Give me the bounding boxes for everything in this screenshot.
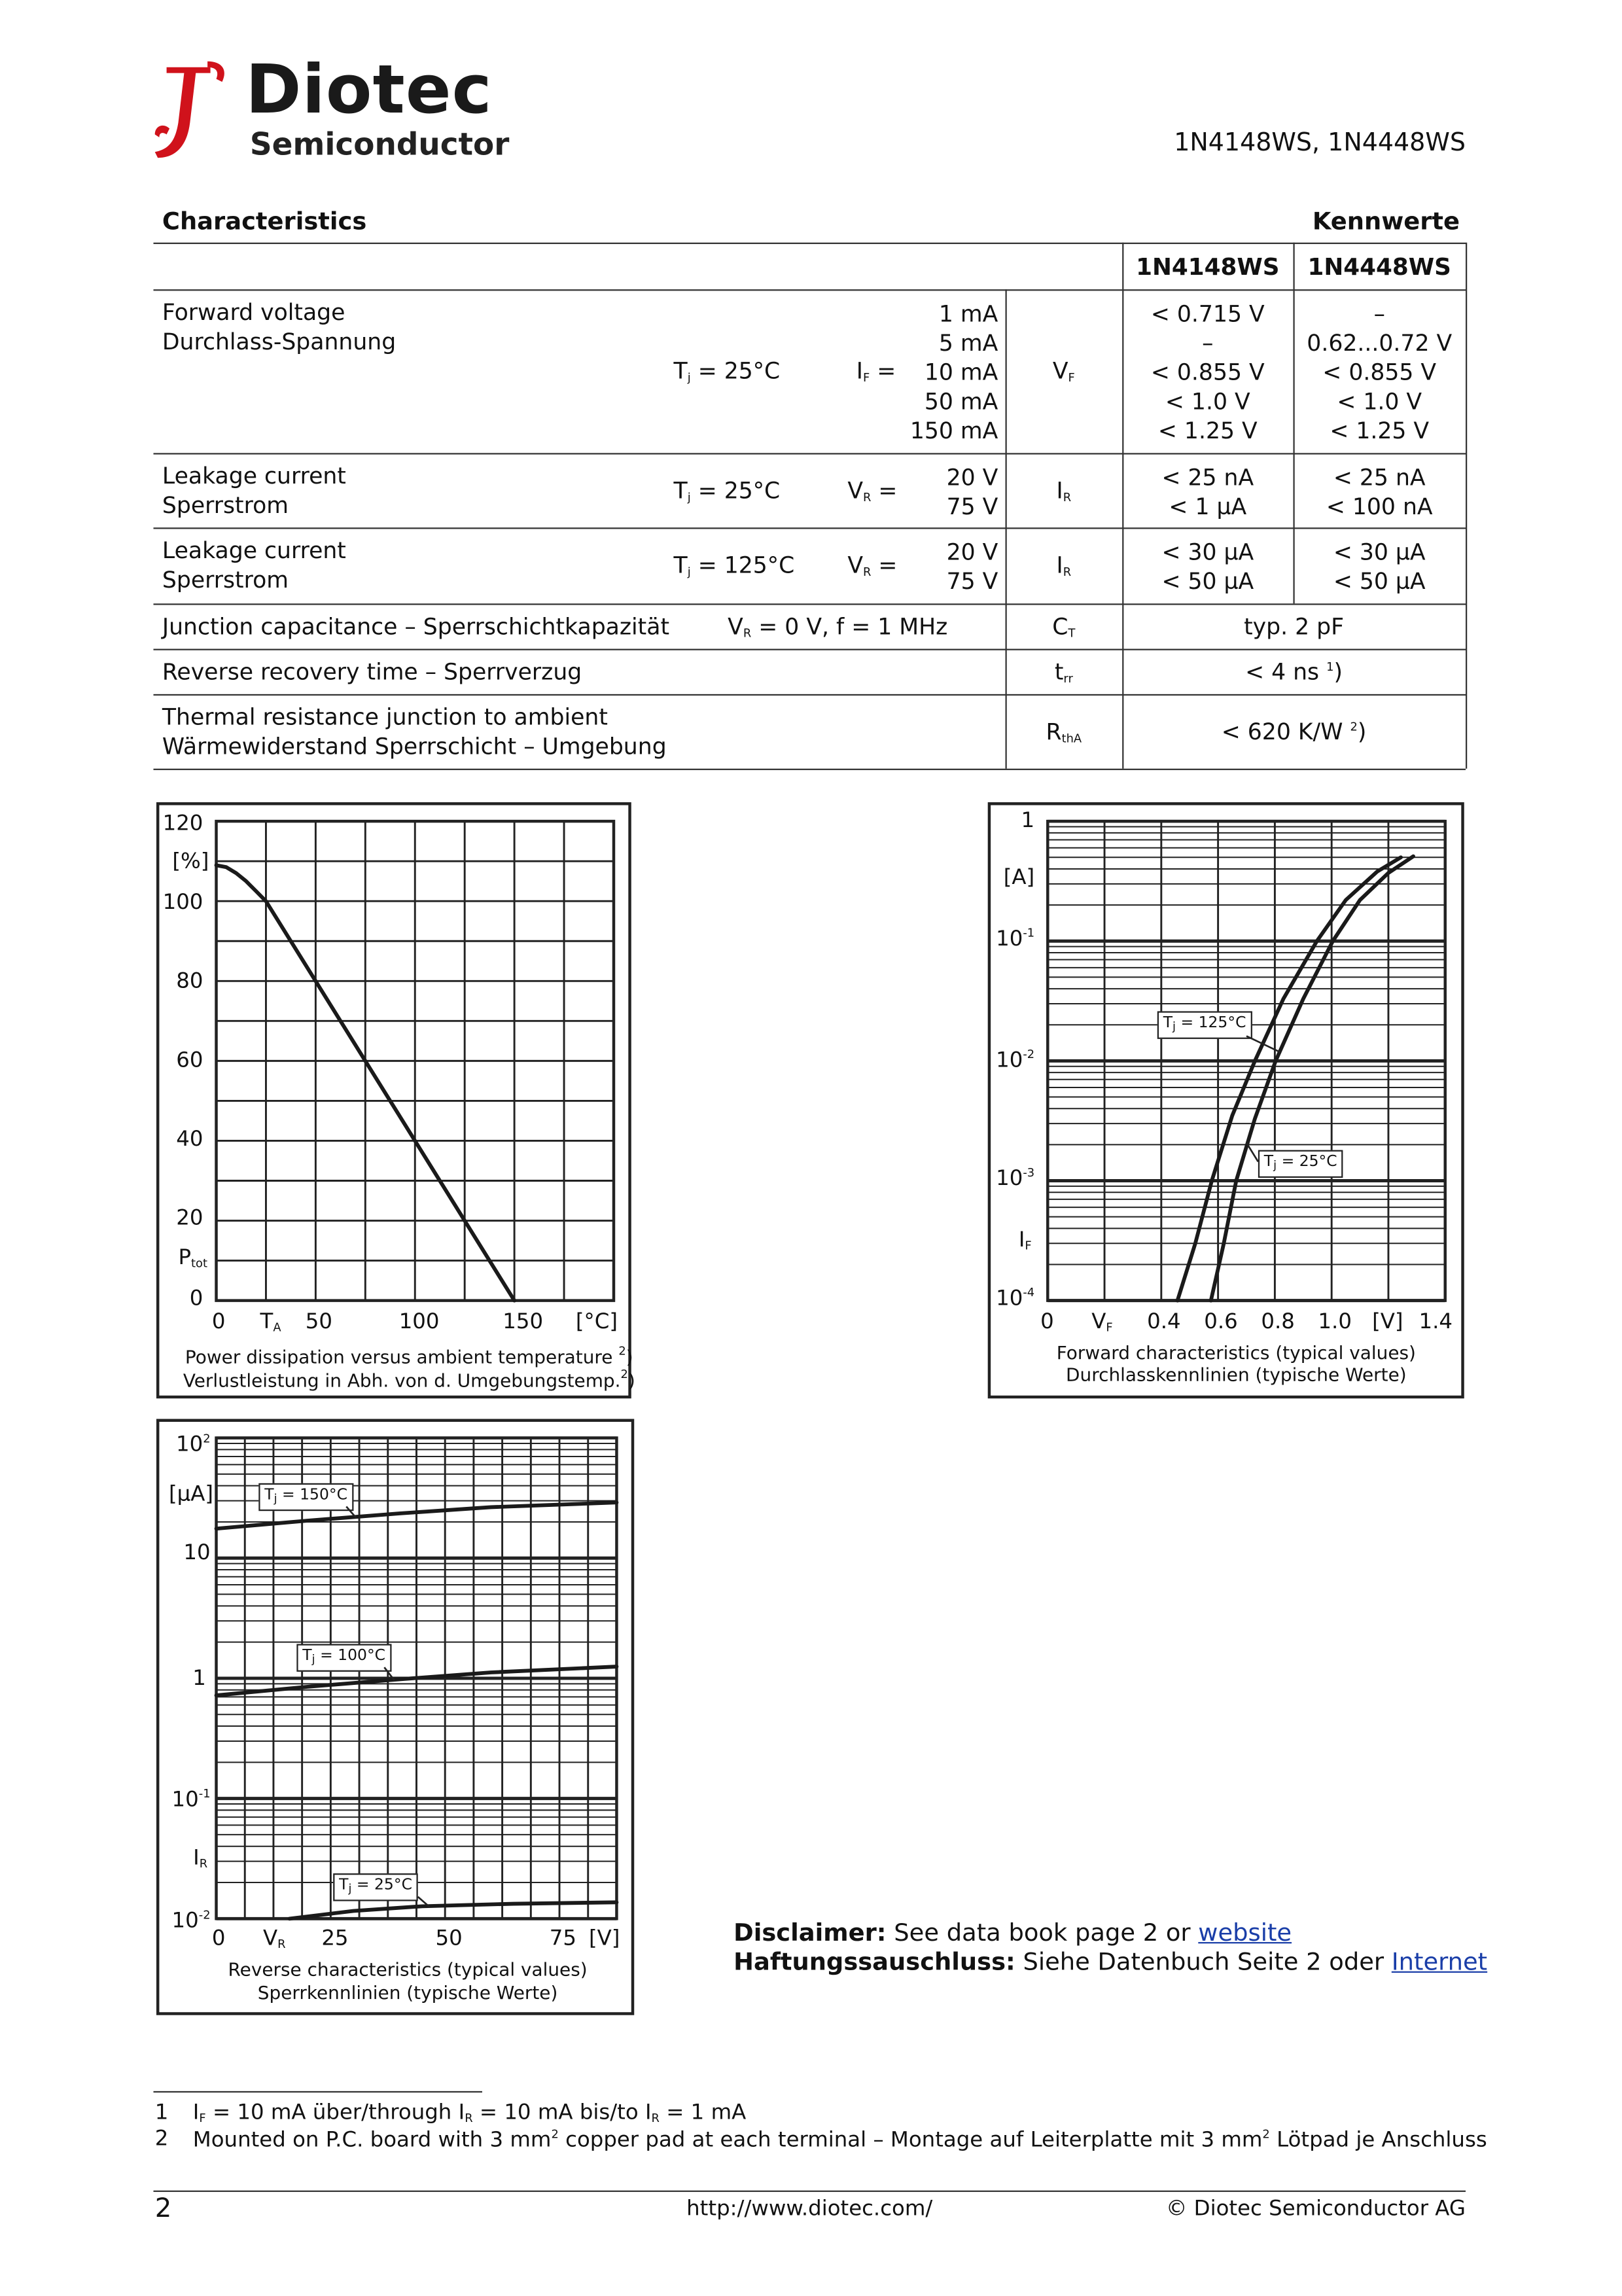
symbol: $C_T$ (1052, 613, 1076, 641)
condition-if: $I_F$ = (856, 358, 896, 385)
symbol: $I_R$ (1056, 478, 1072, 504)
y-unit: [A] (1003, 866, 1035, 891)
condition-vr: $V_R$ = (847, 552, 898, 579)
y-tick-label: 60 (176, 1049, 203, 1073)
footnote-1: $I_F = 10$ mA über/through $I_R = 10$ mA bis/to $I_R = 1$ mA (192, 2101, 747, 2125)
y-tick-label: $10^{-2}$ (171, 1908, 211, 1934)
footer-copyright: © Diotec Semiconductor AG (1165, 2197, 1466, 2221)
y-tick-label: 20 (176, 1207, 203, 1231)
footer-url[interactable]: http://www.diotec.com/ (686, 2197, 933, 2221)
y-tick-label: 120 (162, 812, 203, 836)
current-value: 150 mA (909, 417, 998, 444)
x-unit: [V] (1372, 1311, 1403, 1335)
param-desc-de: Sperrstrom (162, 492, 289, 519)
x-tick-label: 0 (1040, 1311, 1054, 1335)
current-value: 5 mA (938, 330, 998, 357)
param-desc-de: Durchlass-Spannung (162, 328, 397, 355)
y-tick-label: 10 (183, 1542, 211, 1565)
x-unit: [°C] (575, 1311, 618, 1335)
logo-name: Diotec (245, 49, 493, 129)
x-tick-label: 1.0 (1318, 1311, 1352, 1335)
voltage-list: 20 V 75 V (946, 539, 998, 595)
y-axis-label: $I_F$ (1018, 1229, 1032, 1252)
y-axis-label: $P_{tot}$ (178, 1246, 207, 1270)
condition-tj: $T_j = 125^\circ C$ (673, 552, 795, 579)
series-label-125c: $T_j = 125^\circ C$ (1157, 1011, 1252, 1038)
x-tick-label: 50 (435, 1927, 463, 1951)
series-label-25c: $T_j = 25^\circ C$ (333, 1873, 418, 1901)
footnote-number: 1 (154, 2101, 169, 2125)
y-tick-label: 80 (176, 970, 203, 994)
param-desc: Leakage current (162, 537, 346, 565)
y-axis-label: $I_R$ (193, 1846, 208, 1871)
y-tick-label: 0 (189, 1287, 203, 1311)
page-number: 2 (154, 2193, 172, 2225)
symbol: $I_R$ (1056, 552, 1072, 579)
chart-caption-de: Durchlasskennlinien (typische Werte) (1066, 1363, 1407, 1386)
disclaimer-de: Haftungssauschluss: Siehe Datenbuch Seite 2 oder Internet (733, 1947, 1488, 1976)
part-numbers: 1N4148WS, 1N4448WS (1174, 128, 1466, 158)
x-axis-label: $T_A$ (260, 1311, 281, 1335)
x-tick-label: 75 (549, 1927, 576, 1951)
value: < 4 ns $^1$) (1245, 659, 1343, 686)
y-unit: [µA] (169, 1483, 214, 1507)
y-tick-label: $10^{-1}$ (171, 1787, 211, 1812)
y-tick-label: 40 (176, 1128, 203, 1152)
chart-caption-en: Reverse characteristics (typical values) (228, 1958, 588, 1981)
value: typ. 2 pF (1244, 613, 1345, 641)
x-tick-label: 50 (305, 1311, 332, 1335)
chart-caption-en: Power dissipation versus ambient temperature $^2$) (185, 1344, 633, 1368)
y-tick-label: 1 (1021, 809, 1035, 833)
x-tick-label: 1.4 (1419, 1311, 1453, 1335)
chart-caption-de: Sperrkennlinien (typische Werte) (257, 1981, 558, 2004)
values-1n4148ws: < 0.715 V – < 0.855 V < 1.0 V < 1.25 V (1150, 301, 1265, 444)
section-title-de: Kennwerte (1312, 207, 1460, 236)
x-tick-label: 0.4 (1147, 1311, 1181, 1335)
y-tick-label: 100 (162, 891, 203, 915)
current-value: 1 mA (938, 301, 998, 328)
y-tick-label: 1 (192, 1667, 206, 1691)
y-tick-label: $10^{-2}$ (996, 1048, 1035, 1073)
condition-tj: $T_j = 25^\circ C$ (673, 478, 781, 504)
series-label-25c: $T_j = 25^\circ C$ (1258, 1150, 1343, 1178)
voltage-list: 20 V 75 V (946, 465, 998, 521)
values-1n4448ws: < 25 nA < 100 nA (1326, 465, 1433, 521)
col-header-1n4448ws: 1N4448WS (1307, 253, 1451, 281)
x-tick-label: 150 (502, 1311, 544, 1335)
footnote-2: Mounted on P.C. board with 3 $mm^2$ copper pad at each terminal – Montage auf Leiterplatte mit 3 $mm^2$ Lötpad je Anschluss (192, 2127, 1487, 2153)
symbol: $V_F$ (1052, 358, 1075, 385)
chart-caption-de: Verlustleistung in Abh. von d. Umgebungstemp.$^2$) (183, 1368, 635, 1392)
series-label-100c: $T_j = 100^\circ C$ (296, 1644, 391, 1671)
current-value: 10 mA (924, 359, 998, 386)
y-tick-label: $10^2$ (176, 1432, 211, 1457)
values-1n4448ws: – 0.62...0.72 V < 0.855 V < 1.0 V < 1.25 V (1307, 301, 1453, 444)
param-desc: Reverse recovery time – Sperrverzug (162, 659, 582, 686)
value: < 620 K/W $^2$) (1221, 718, 1367, 745)
x-tick-label: 0 (211, 1927, 226, 1951)
param-desc: Forward voltage (162, 299, 345, 327)
logo-subtitle: Semiconductor (249, 127, 510, 162)
internet-link[interactable]: Internet (1391, 1947, 1488, 1976)
values-1n4448ws: < 30 µA < 50 µA (1333, 539, 1426, 595)
param-desc: Leakage current (162, 463, 346, 490)
disclaimer-en: Disclaimer: See data book page 2 or website (733, 1918, 1292, 1947)
condition-vr: $V_R$ = (847, 478, 898, 504)
x-tick-label: 100 (398, 1311, 440, 1335)
y-tick-label: $10^{-4}$ (996, 1286, 1035, 1311)
y-tick-label: $10^{-3}$ (996, 1166, 1035, 1192)
website-link[interactable]: website (1198, 1918, 1292, 1947)
series-label-150c: $T_j = 150^\circ C$ (258, 1483, 353, 1511)
x-axis-label: $V_F$ (1091, 1311, 1113, 1335)
x-tick-label: 25 (321, 1927, 349, 1951)
symbol: $t_{rr}$ (1054, 659, 1073, 686)
values-1n4148ws: < 25 nA < 1 µA (1161, 465, 1254, 521)
values-1n4148ws: < 30 µA < 50 µA (1161, 539, 1254, 595)
section-title-en: Characteristics (162, 207, 367, 236)
param-desc-de: Wärmewiderstand Sperrschicht – Umgebung (162, 733, 667, 760)
condition-tj: $T_j = 25^\circ C$ (673, 358, 781, 385)
param-desc: Junction capacitance – Sperrschichtkapazität (162, 613, 670, 641)
param-desc-de: Sperrstrom (162, 567, 289, 593)
x-axis-label: $V_R$ (262, 1927, 286, 1951)
condition: $V_R = 0$ V, f = 1 MHz (728, 613, 948, 641)
y-tick-label: $10^{-1}$ (996, 926, 1035, 951)
chart-caption-en: Forward characteristics (typical values) (1056, 1341, 1416, 1364)
x-tick-label: 0.8 (1261, 1311, 1295, 1335)
x-tick-label: 0 (211, 1311, 226, 1335)
x-unit: [V] (589, 1927, 620, 1951)
x-tick-label: 0.6 (1204, 1311, 1238, 1335)
col-header-1n4148ws: 1N4148WS (1136, 253, 1280, 281)
footnote-number: 2 (154, 2127, 169, 2151)
current-value: 50 mA (924, 389, 998, 415)
symbol: $R_{thA}$ (1046, 718, 1082, 745)
param-desc: Thermal resistance junction to ambient (162, 704, 608, 731)
y-unit: [%] (172, 850, 209, 874)
